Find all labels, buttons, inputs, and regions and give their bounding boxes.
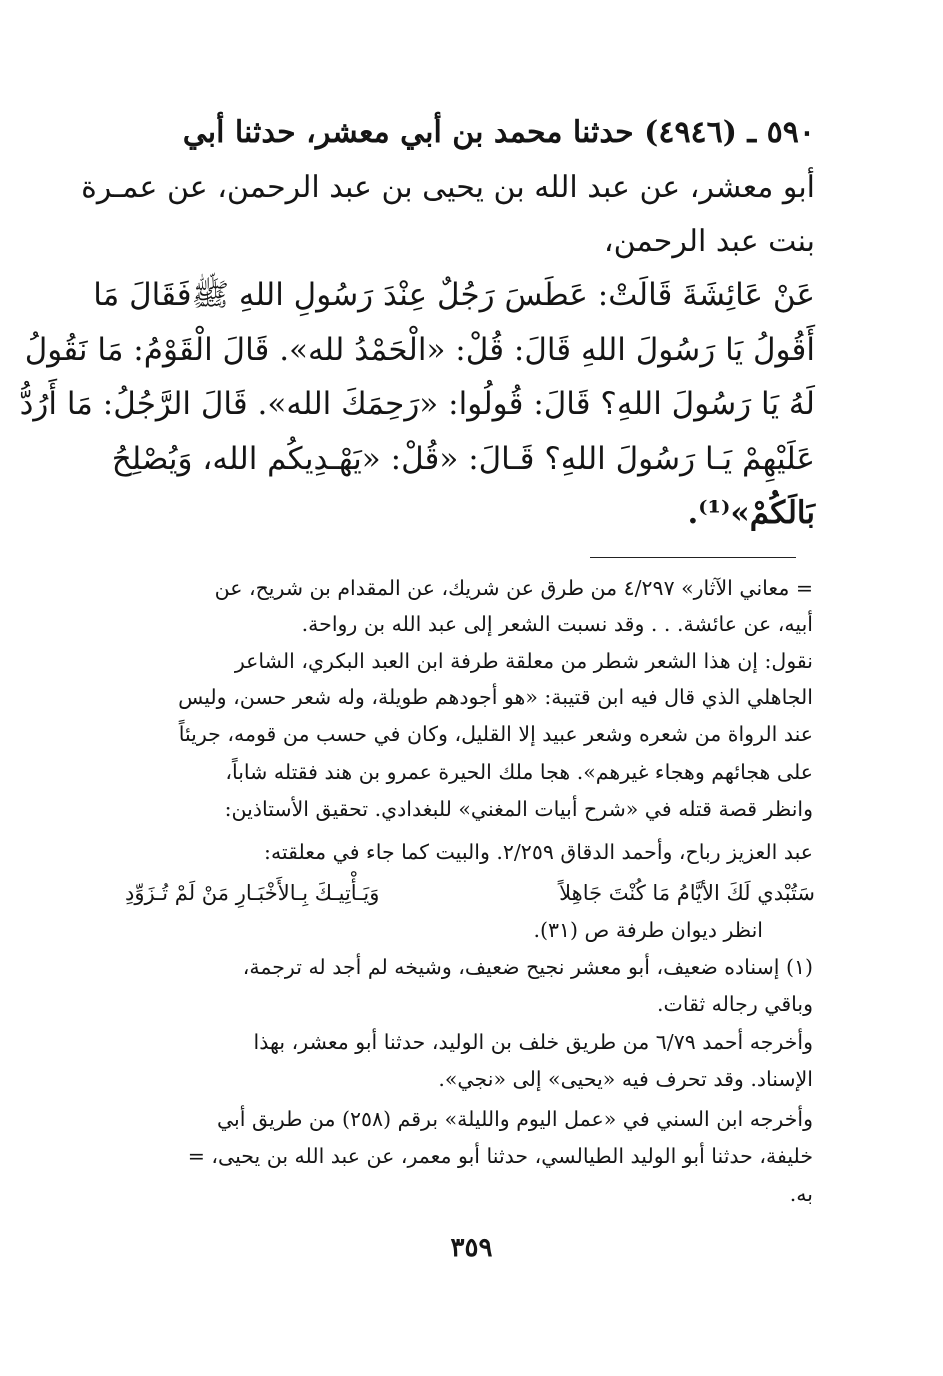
footnote-line-12: وأخرجه أحمد ٦/٧٩ من طريق خلف بن الوليد، حدثنا أبو معشر، بهذا	[253, 1030, 813, 1054]
hadith-matn-line-2: أَقُولُ يَا رَسُولَ اللهِ قَالَ: قُلْ: «الْحَمْدُ لله». قَالَ الْقَوْمُ: مَا نَقُولُ	[24, 332, 815, 368]
poem-verse	[125, 875, 815, 911]
page-number: ٣٥٩	[450, 1233, 493, 1263]
hadith-matn-line-3: لَهُ يَا رَسُولَ اللهِ؟ قَالَ: قُولُوا: «رَحِمَكَ الله». قَالَ الرَّجُلُ: مَا أَرُدُّ	[19, 386, 815, 422]
footnote-line-7: وانظر قصة قتله في «شرح أبيات المغني» للبغدادي. تحقيق الأستاذين:	[224, 797, 813, 821]
poem-first-hemistich: سَتُبْدي لَكَ الأيَّامُ مَا كُنْتَ جَاهِلاً	[559, 881, 815, 905]
hadith-matn-line-5: بَالَكُمْ»⁽¹⁾.	[687, 495, 815, 531]
footnote-line-11: وباقي رجاله ثقات.	[657, 992, 813, 1016]
footnote-line-10: (١) إسناده ضعيف، أبو معشر نجيح ضعيف، وشيخه لم أجد له ترجمة،	[242, 955, 813, 979]
footnote-line-4: الجاهلي الذي قال فيه ابن قتيبة: «هو أجودهم طويلة، وله شعر حسن، وليس	[178, 685, 813, 709]
footnote-line-14: وأخرجه ابن السني في «عمل اليوم والليلة» برقم (٢٥٨) من طريق أبي	[216, 1107, 813, 1131]
footnote-line-13: الإسناد. وقد تحرف فيه «يحيى» إلى «نجي».	[438, 1067, 813, 1091]
hadith-isnad-line-2: أبو معشر، عن عبد الله بن يحيى بن عبد الرحمن، عن عمـرة	[81, 170, 815, 205]
poem-second-hemistich: وَيَـأْتِيـكَ بِـالأَخْبَـارِ مَنْ لَمْ تُـزَوِّدِ	[125, 881, 380, 905]
hadith-isnad-line-1: ٥٩٠ ـ (٤٩٤٦) حدثنا محمد بن أبي معشر، حدثنا أبي	[182, 115, 815, 150]
footnote-line-8: عبد العزيز رباح، وأحمد الدقاق ٢/٢٥٩. والبيت كما جاء في معلقته:	[264, 840, 813, 864]
footnote-line-3: نقول: إن هذا الشعر شطر من معلقة طرفة ابن العبد البكري، الشاعر	[234, 649, 813, 673]
footnote-line-1: = معاني الآثار» ٤/٢٩٧ من طرق عن شريك، عن المقدام بن شريح، عن	[214, 576, 813, 600]
hadith-isnad-line-3: بنت عبد الرحمن،	[603, 224, 815, 259]
footnote-line-16: به.	[789, 1182, 813, 1206]
footnote-line-15: خليفة، حدثنا أبو الوليد الطيالسي، حدثنا أبو معمر، عن عبد الله بن يحيى، =	[187, 1144, 813, 1168]
hadith-matn-line-1: عَنْ عَائِشَةَ قَالَتْ: عَطَسَ رَجُلٌ عِنْدَ رَسُولِ اللهِ ﷺفَقَالَ مَا	[93, 277, 815, 313]
footnote-line-9: انظر ديوان طرفة ص (٣١).	[533, 918, 763, 942]
footnote-line-2: أبيه، عن عائشة. . . وقد نسبت الشعر إلى عبد الله بن رواحة.	[301, 612, 813, 636]
footnote-line-6: على هجائهم وهجاء غيرهم». هجا ملك الحيرة عمرو بن هند فقتله شاباً،	[225, 760, 813, 784]
footnote-divider	[590, 557, 796, 558]
hadith-matn-line-4: عَلَيْهِمْ يَـا رَسُولَ اللهِ؟ قَـالَ: «قُلْ: «يَهْـدِيكُم الله، وَيُصْلِحُ	[111, 441, 815, 477]
footnote-line-5: عند الرواة من شعره وشعر عبيد إلا القليل، وكان في حسب من قومه، جريئاً	[178, 722, 813, 746]
